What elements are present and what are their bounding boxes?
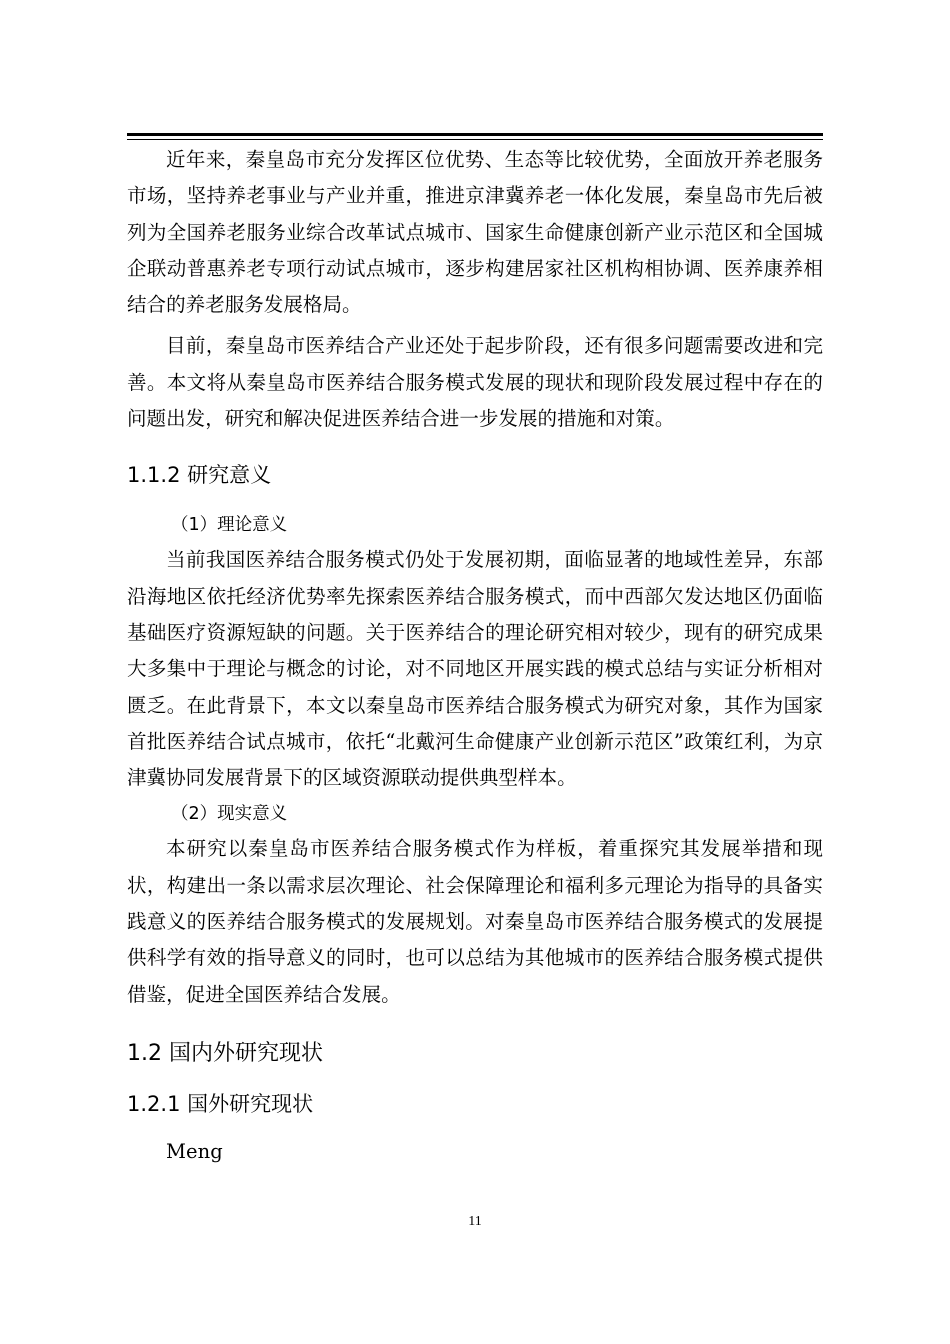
page-content [127,142,823,1170]
foreign-research-paragraph: Meng [166,1139,223,1163]
theory-subheading: （1）理论意义 [171,515,288,536]
section-heading-1-2: 1.2 国内外研究现状 [127,1040,323,1066]
section-heading-1-1-2: 1.1.2 研究意义 [127,463,272,488]
intro-paragraph-1: 近年来，秦皇岛市充分发挥区位优势、生态等比较优势，全面放开养老服务市场，坚持养老事业与产业并重，推进京津冀养老一体化发展，秦皇岛市先后被列为全国养老服务业综合改革试点城市、国家生命健康创新产业示范区和全国城企联动普惠养老专项行动试点城市，逐步构建居家社区机构相协调、医养康养相结合的养老服务发展格局。 [127,148,823,317]
header-rule-thick [127,133,823,136]
page-number: 11 [468,1214,482,1229]
theory-paragraph: 当前我国医养结合服务模式仍处于发展初期，面临显著的地域性差异，东部沿海地区依托经济优势率先探索医养结合服务模式，而中西部欠发达地区仍面临基础医疗资源短缺的问题。关于医养结合的理论研究相对较少，现有的研究成果大多集中于理论与概念的讨论，对不同地区开展实践的模式总结与实证分析相对匮乏。在此背景下，本文以秦皇岛市医养结合服务模式为研究对象，其作为国家首批医养结合试点城市，依托“北戴河生命健康产业创新示范区”政策红利，为京津冀协同发展背景下的区域资源联动提供典型样本。 [127,548,823,790]
header-rule-thin [127,139,823,140]
practice-paragraph: 本研究以秦皇岛市医养结合服务模式作为样板，着重探究其发展举措和现状，构建出一条以需求层次理论、社会保障理论和福利多元理论为指导的具备实践意义的医养结合服务模式的发展规划。对秦皇岛市医养结合服务模式的发展提供科学有效的指导意义的同时，也可以总结为其他城市的医养结合服务模式提供借鉴，促进全国医养结合发展。 [127,837,823,1006]
section-heading-1-2-1: 1.2.1 国外研究现状 [127,1091,314,1116]
intro-paragraph-2: 目前，秦皇岛市医养结合产业还处于起步阶段，还有很多问题需要改进和完善。本文将从秦皇岛市医养结合服务模式发展的现状和现阶段发展过程中存在的问题出发，研究和解决促进医养结合进一步发展的措施和对策。 [127,334,823,431]
practice-subheading: （2）现实意义 [171,804,288,825]
